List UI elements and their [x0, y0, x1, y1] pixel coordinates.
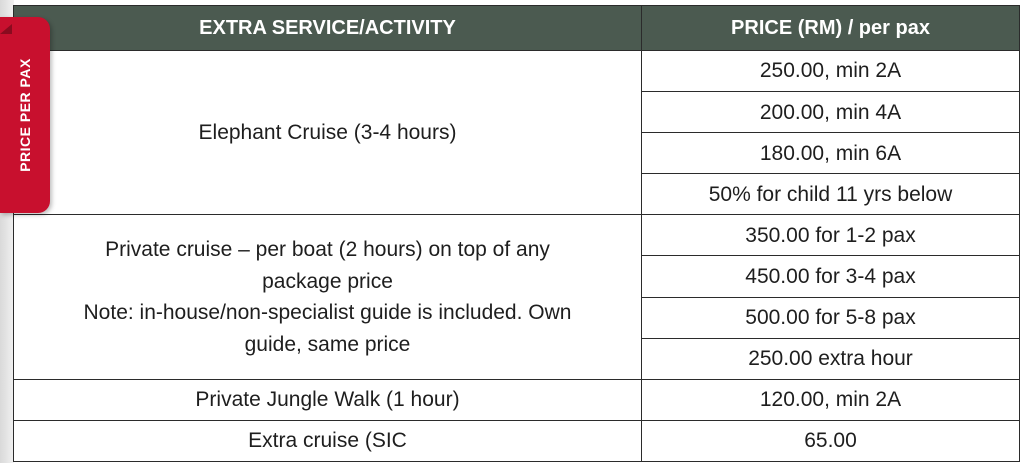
table-row	[14, 379, 1020, 420]
price-cell: 450.00 for 3-4 pax	[642, 256, 1020, 297]
table-row	[14, 51, 1020, 92]
ribbon-fold	[0, 24, 12, 34]
service-line: Note: in-house/non-specialist guide is included. Own	[83, 301, 572, 325]
price-table	[13, 5, 1020, 462]
header-service: EXTRA SERVICE/ACTIVITY	[14, 6, 642, 51]
price-cell: 180.00, min 6A	[642, 133, 1020, 174]
service-line: guide, same price	[244, 332, 411, 356]
service-extra-cruise: Extra cruise (SIC	[14, 420, 642, 461]
price-cell: 500.00 for 5-8 pax	[642, 297, 1020, 338]
header-row	[14, 6, 1020, 51]
price-cell: 65.00	[642, 420, 1020, 461]
service-private-cruise	[14, 215, 642, 379]
header-price: PRICE (RM) / per pax	[642, 6, 1020, 51]
price-cell: 350.00 for 1-2 pax	[642, 215, 1020, 256]
service-line: package price	[262, 269, 393, 293]
price-per-pax-ribbon	[0, 17, 50, 213]
service-jungle-walk: Private Jungle Walk (1 hour)	[14, 379, 642, 420]
table-row	[14, 215, 1020, 256]
table-row	[14, 420, 1020, 461]
price-cell: 50% for child 11 yrs below	[642, 174, 1020, 215]
price-cell: 250.00 extra hour	[642, 338, 1020, 379]
price-cell: 250.00, min 2A	[642, 51, 1020, 92]
service-elephant-cruise: Elephant Cruise (3-4 hours)	[14, 51, 642, 215]
service-line: Private cruise – per boat (2 hours) on top of any	[105, 238, 550, 262]
price-cell: 120.00, min 2A	[642, 379, 1020, 420]
price-cell: 200.00, min 4A	[642, 92, 1020, 133]
ribbon-label: PRICE PER PAX	[17, 58, 33, 172]
